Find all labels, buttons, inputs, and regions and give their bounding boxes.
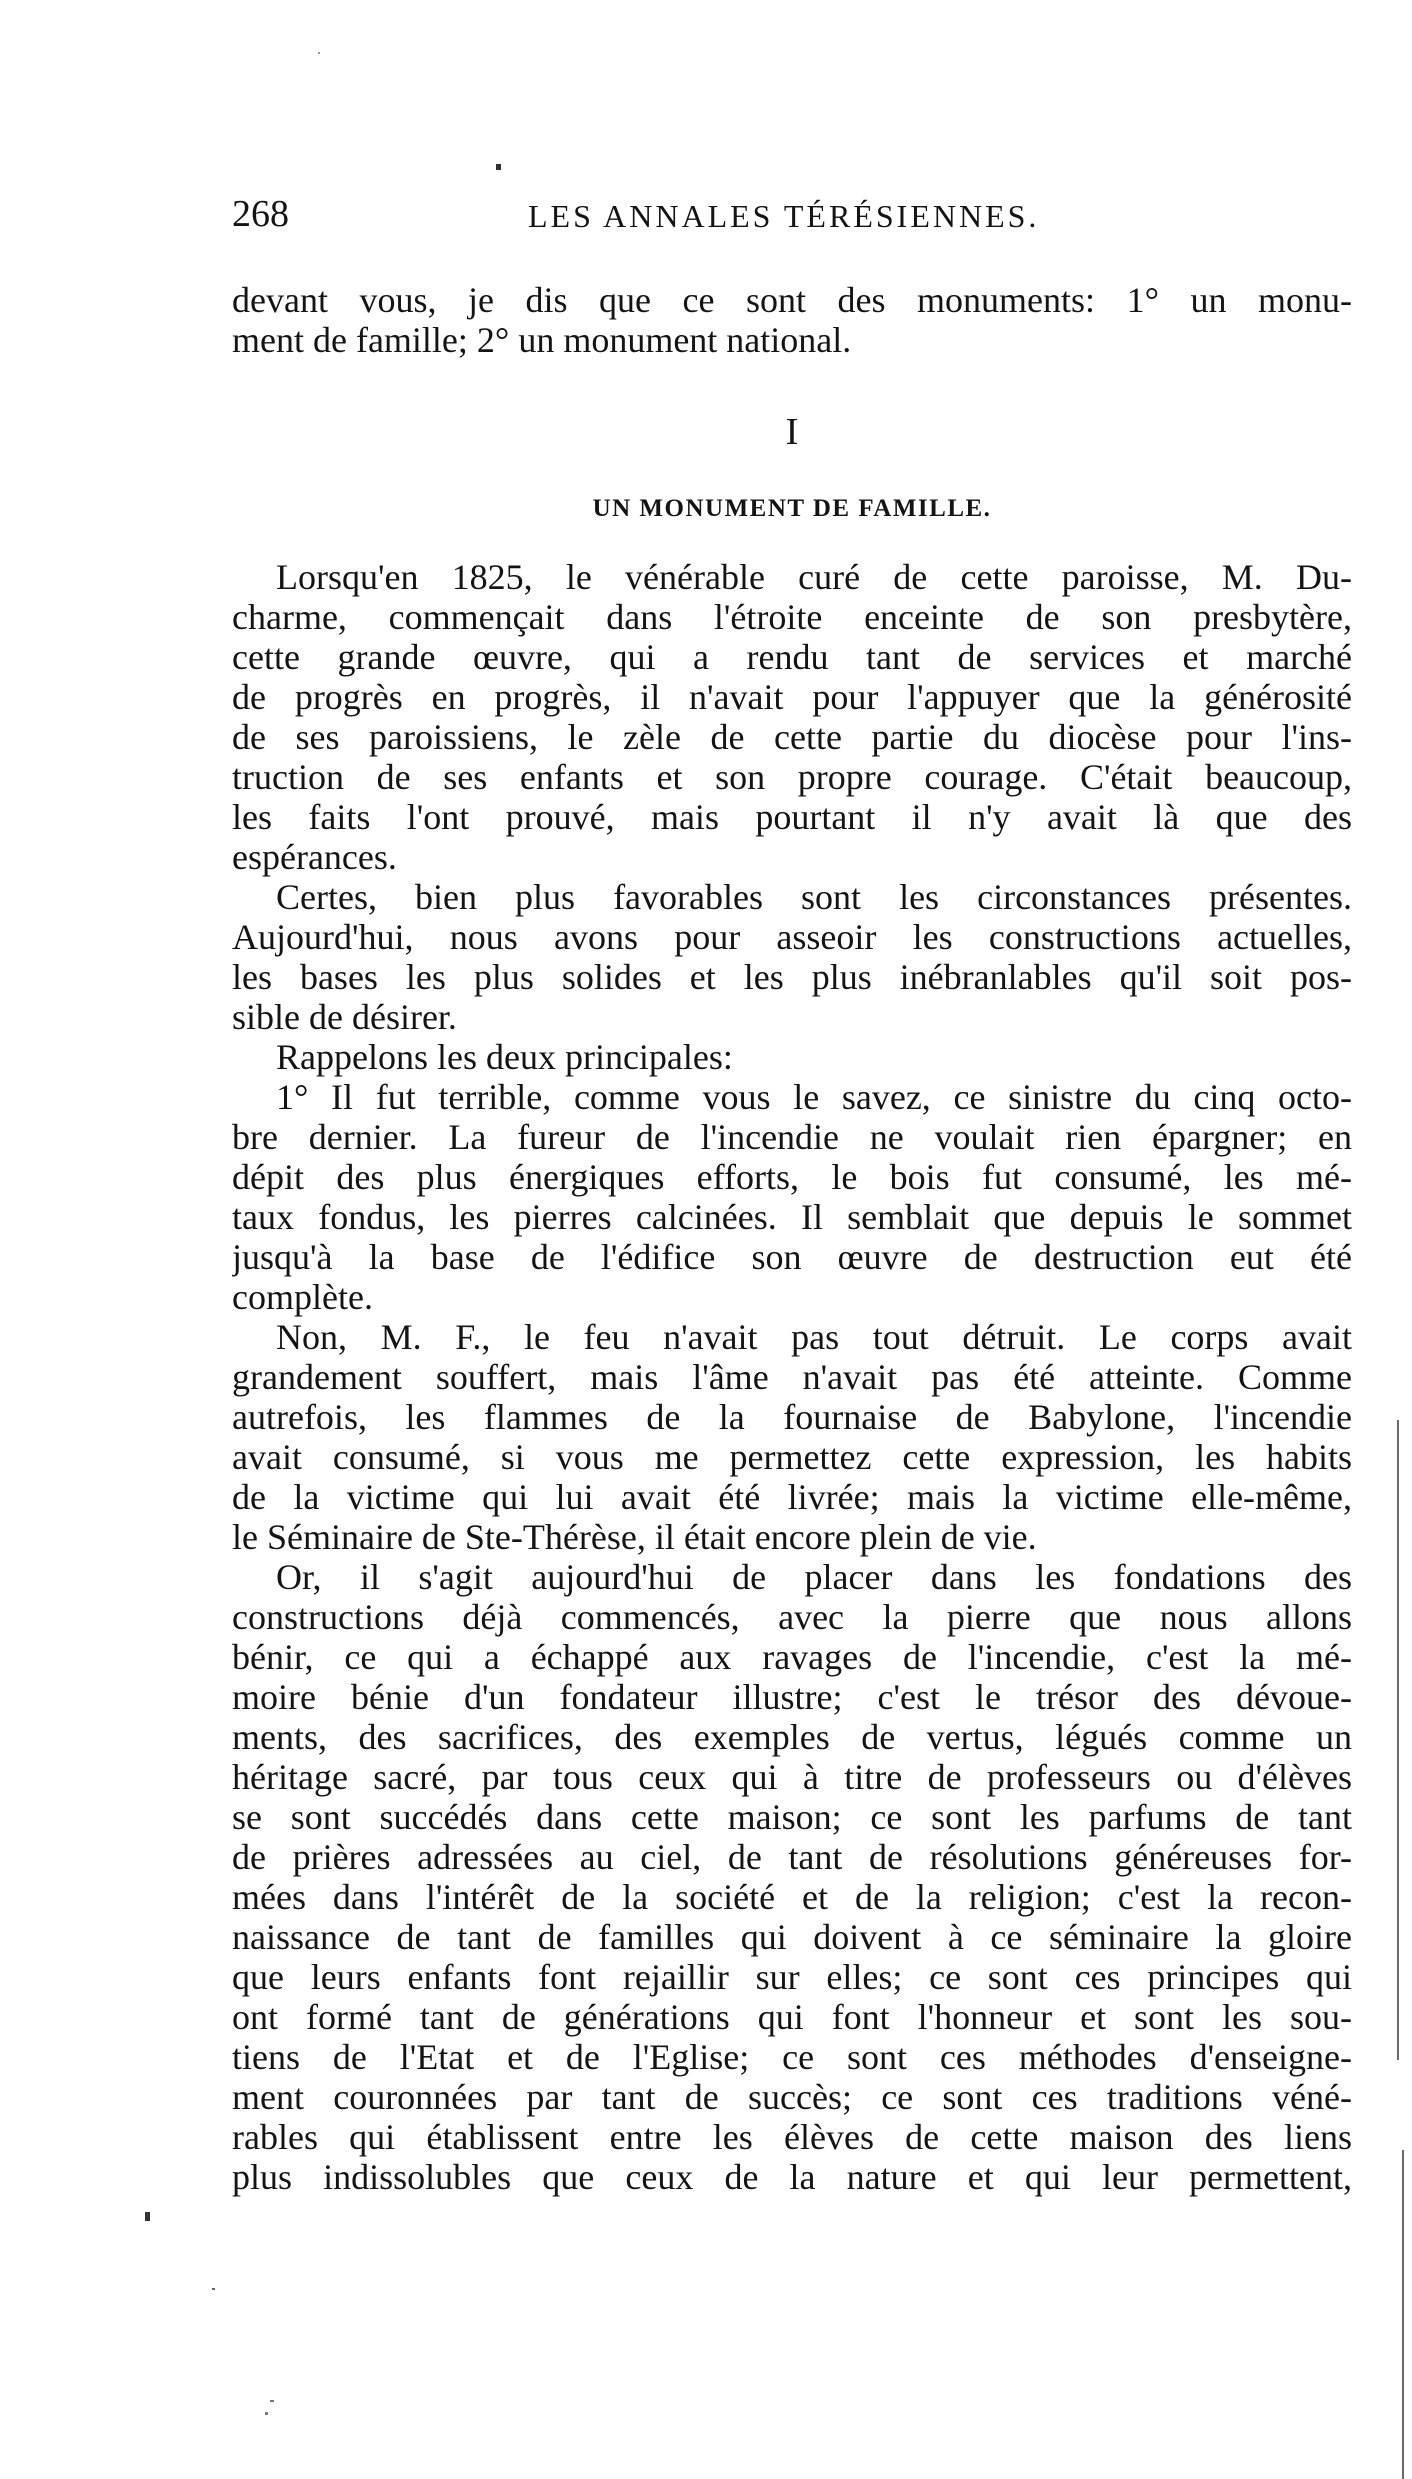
text-line: ont formé tant de générations qui font l'honneur et sont les sou- (232, 1997, 1352, 2037)
body-text (232, 557, 1352, 2197)
text-line: truction de ses enfants et son propre courage. C'était beaucoup, (232, 757, 1352, 797)
text-line: que leurs enfants font rejaillir sur elles; ce sont ces principes qui (232, 1957, 1352, 1997)
text-line: de ses paroissiens, le zèle de cette partie du diocèse pour l'ins- (232, 717, 1352, 757)
margin-speck (270, 2400, 274, 2402)
margin-dot (145, 2212, 150, 2221)
text-line: 1° Il fut terrible, comme vous le savez, ce sinistre du cinq octo- (276, 1077, 1352, 1117)
text-line: ment couronnées par tant de succès; ce sont ces traditions véné- (232, 2077, 1352, 2117)
text-line: grandement souffert, mais l'âme n'avait pas été atteinte. Comme (232, 1357, 1352, 1397)
text-line: ment de famille; 2° un monument national. (232, 320, 852, 360)
text-line: héritage sacré, par tous ceux qui à titre de professeurs ou d'élèves (232, 1757, 1352, 1797)
margin-speck (265, 2412, 268, 2415)
text-line: Lorsqu'en 1825, le vénérable curé de cette paroisse, M. Du- (276, 557, 1352, 597)
text-line: cette grande œuvre, qui a rendu tant de services et marché (232, 637, 1352, 677)
intro-paragraph (232, 280, 1352, 360)
top-dot (496, 164, 501, 170)
scan-edge-line (1397, 1420, 1399, 2060)
text-line: moire bénie d'un fondateur illustre; c'est le trésor des dévoue- (232, 1677, 1352, 1717)
text-line: mées dans l'intérêt de la société et de la religion; c'est la recon- (232, 1877, 1352, 1917)
text-line: Non, M. F., le feu n'avait pas tout détruit. Le corps avait (276, 1317, 1352, 1357)
scan-edge-line (1402, 2150, 1404, 2479)
section-numeral: I (785, 411, 799, 453)
text-line: bénir, ce qui a échappé aux ravages de l'incendie, c'est la mé- (232, 1637, 1352, 1677)
text-line: charme, commençait dans l'étroite enceinte de son presbytère, (232, 597, 1352, 637)
margin-speck (212, 2288, 215, 2290)
text-line: Aujourd'hui, nous avons pour asseoir les constructions actuelles, (232, 917, 1352, 957)
text-line: naissance de tant de familles qui doivent à ce séminaire la gloire (232, 1917, 1352, 1957)
text-line: de progrès en progrès, il n'avait pour l'appuyer que la générosité (232, 677, 1352, 717)
text-line: constructions déjà commencés, avec la pierre que nous allons (232, 1597, 1352, 1637)
text-line: Or, il s'agit aujourd'hui de placer dans les fondations des (276, 1557, 1352, 1597)
text-line: dépit des plus énergiques efforts, le bois fut consumé, les mé- (232, 1157, 1352, 1197)
text-line: avait consumé, si vous me permettez cette expression, les habits (232, 1437, 1352, 1477)
text-line: sible de désirer. (232, 997, 457, 1037)
section-title: UN MONUMENT DE FAMILLE. (592, 495, 992, 522)
page-number: 268 (232, 193, 289, 235)
text-line: devant vous, je dis que ce sont des monuments: 1° un monu- (232, 280, 1352, 320)
text-line: le Séminaire de Ste-Thérèse, il était encore plein de vie. (232, 1517, 1037, 1557)
text-line: de prières adressées au ciel, de tant de résolutions généreuses for- (232, 1837, 1352, 1877)
text-line: ments, des sacrifices, des exemples de vertus, légués comme un (232, 1717, 1352, 1757)
text-line: les faits l'ont prouvé, mais pourtant il n'y avait là que des (232, 797, 1352, 837)
text-line: jusqu'à la base de l'édifice son œuvre de destruction eut été (232, 1237, 1352, 1277)
text-line: de la victime qui lui avait été livrée; mais la victime elle-même, (232, 1477, 1352, 1517)
text-line: se sont succédés dans cette maison; ce sont les parfums de tant (232, 1797, 1352, 1837)
page-header (232, 190, 1352, 244)
text-line: tiens de l'Etat et de l'Eglise; ce sont ces méthodes d'enseigne- (232, 2037, 1352, 2077)
text-line: autrefois, les flammes de la fournaise de Babylone, l'incendie (232, 1397, 1352, 1437)
text-line: rables qui établissent entre les élèves de cette maison des liens (232, 2117, 1352, 2157)
text-line: taux fondus, les pierres calcinées. Il semblait que depuis le sommet (232, 1197, 1352, 1237)
text-line: espérances. (232, 837, 397, 877)
text-line: Rappelons les deux principales: (276, 1037, 733, 1077)
text-line: bre dernier. La fureur de l'incendie ne voulait rien épargner; en (232, 1117, 1352, 1157)
text-line: plus indissolubles que ceux de la nature et qui leur permettent, (232, 2157, 1352, 2197)
text-line: les bases les plus solides et les plus inébranlables qu'il soit pos- (232, 957, 1352, 997)
text-line: Certes, bien plus favorables sont les circonstances présentes. (276, 877, 1352, 917)
text-line: complète. (232, 1277, 373, 1317)
running-title: LES ANNALES TÉRÉSIENNES. (528, 198, 1040, 234)
margin-speck (318, 52, 320, 54)
